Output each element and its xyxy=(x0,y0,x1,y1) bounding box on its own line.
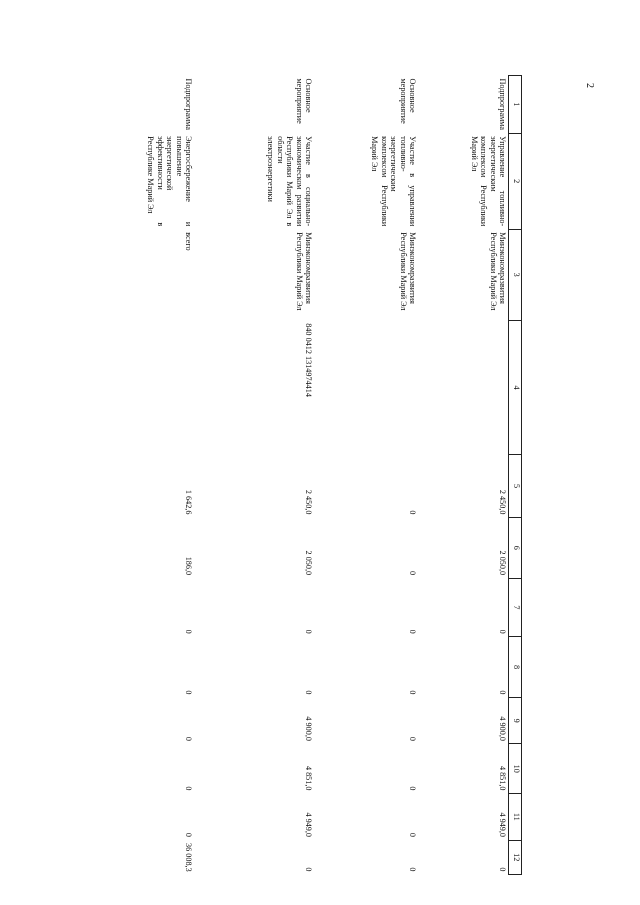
cell-value: 0 xyxy=(408,867,417,872)
cell-executor: Минэкономразвития Республики Марий Эл xyxy=(398,232,417,311)
cell-name: Управление топливно-энергетическим комплексом Республики Марий Эл xyxy=(469,136,507,227)
cell-code xyxy=(314,320,418,455)
cell-value: 4 949,0 xyxy=(304,812,313,838)
cell-code xyxy=(122,320,194,455)
cell-name: Участие в управлении топливно-энергетическим комплексом Республики Марий Эл xyxy=(370,136,417,227)
cell-value: 0 xyxy=(408,736,417,741)
column-header: 8 xyxy=(509,637,522,698)
cell-value: 0 xyxy=(184,786,193,791)
cell-value: 0 xyxy=(304,690,313,695)
cell-value: 186,0 xyxy=(184,556,193,576)
table-row xyxy=(194,76,314,875)
cell-value: 2 050,0 xyxy=(498,550,507,576)
table-header-row xyxy=(509,76,522,875)
column-header: 3 xyxy=(509,229,522,320)
cell-value: 0 xyxy=(498,629,507,634)
cell-value: 0 xyxy=(408,571,417,576)
cell-value: 0 xyxy=(408,690,417,695)
cell-status: Подпрограмма xyxy=(498,78,507,131)
cell-status: Основное мероприятие xyxy=(398,78,417,124)
cell-executor: Минэкономразвития Республики Марий Эл xyxy=(294,232,313,311)
cell-value: 0 xyxy=(184,832,193,838)
cell-status: Подпрограмма xyxy=(184,78,193,131)
cell-value: 1 642,6 xyxy=(184,489,193,515)
cell-value: 2 450,0 xyxy=(304,489,313,515)
cell-value: 4 851,0 xyxy=(498,765,507,791)
cell-value: 4 949,0 xyxy=(498,812,507,838)
page-number: 2 xyxy=(584,83,595,88)
budget-table xyxy=(122,75,522,875)
cell-value: 0 xyxy=(304,629,313,634)
cell-value: 0 xyxy=(498,690,507,695)
rotated-table-container xyxy=(142,75,522,875)
column-header: 11 xyxy=(509,794,522,841)
cell-value: 0 xyxy=(304,867,313,872)
table-row xyxy=(314,76,418,875)
column-header: 9 xyxy=(509,697,522,744)
cell-value: 36 008,3 xyxy=(184,843,193,872)
cell-value: 2 050,0 xyxy=(304,550,313,576)
cell-value: 2 450,0 xyxy=(498,489,507,515)
cell-code xyxy=(418,320,509,455)
column-header: 4 xyxy=(509,320,522,455)
cell-value: 0 xyxy=(408,786,417,791)
table-row xyxy=(122,76,194,875)
column-header: 5 xyxy=(509,455,522,518)
cell-value: 0 xyxy=(408,832,417,838)
column-header: 6 xyxy=(509,517,522,578)
cell-name: Энергосбережение и повышение энергетической эффективности в Республике Марий Эл xyxy=(146,136,193,227)
column-header: 10 xyxy=(509,744,522,794)
cell-value: 0 xyxy=(184,736,193,741)
cell-value: 0 xyxy=(498,867,507,872)
cell-value: 0 xyxy=(184,629,193,634)
cell-executor: Минэкономразвития Республики Марий Эл xyxy=(488,232,507,311)
cell-value: 4 851,0 xyxy=(304,765,313,791)
cell-value: 4 900,0 xyxy=(304,716,313,741)
column-header: 1 xyxy=(509,76,522,134)
column-header: 7 xyxy=(509,578,522,637)
cell-value: 0 xyxy=(408,510,417,515)
cell-name: Участие в социально-экономическом развитии Республики Марий Эл в области электроэнергетики xyxy=(266,136,313,227)
column-header: 12 xyxy=(509,840,522,874)
cell-value: 0 xyxy=(408,629,417,634)
cell-status: Основное мероприятие xyxy=(294,78,313,124)
table-row xyxy=(418,76,509,875)
cell-value: 4 900,0 xyxy=(498,716,507,741)
column-header: 2 xyxy=(509,133,522,229)
cell-code: 840 0412 1314974414 xyxy=(304,323,313,397)
cell-value: 0 xyxy=(184,690,193,695)
cell-executor: всего xyxy=(184,232,193,251)
